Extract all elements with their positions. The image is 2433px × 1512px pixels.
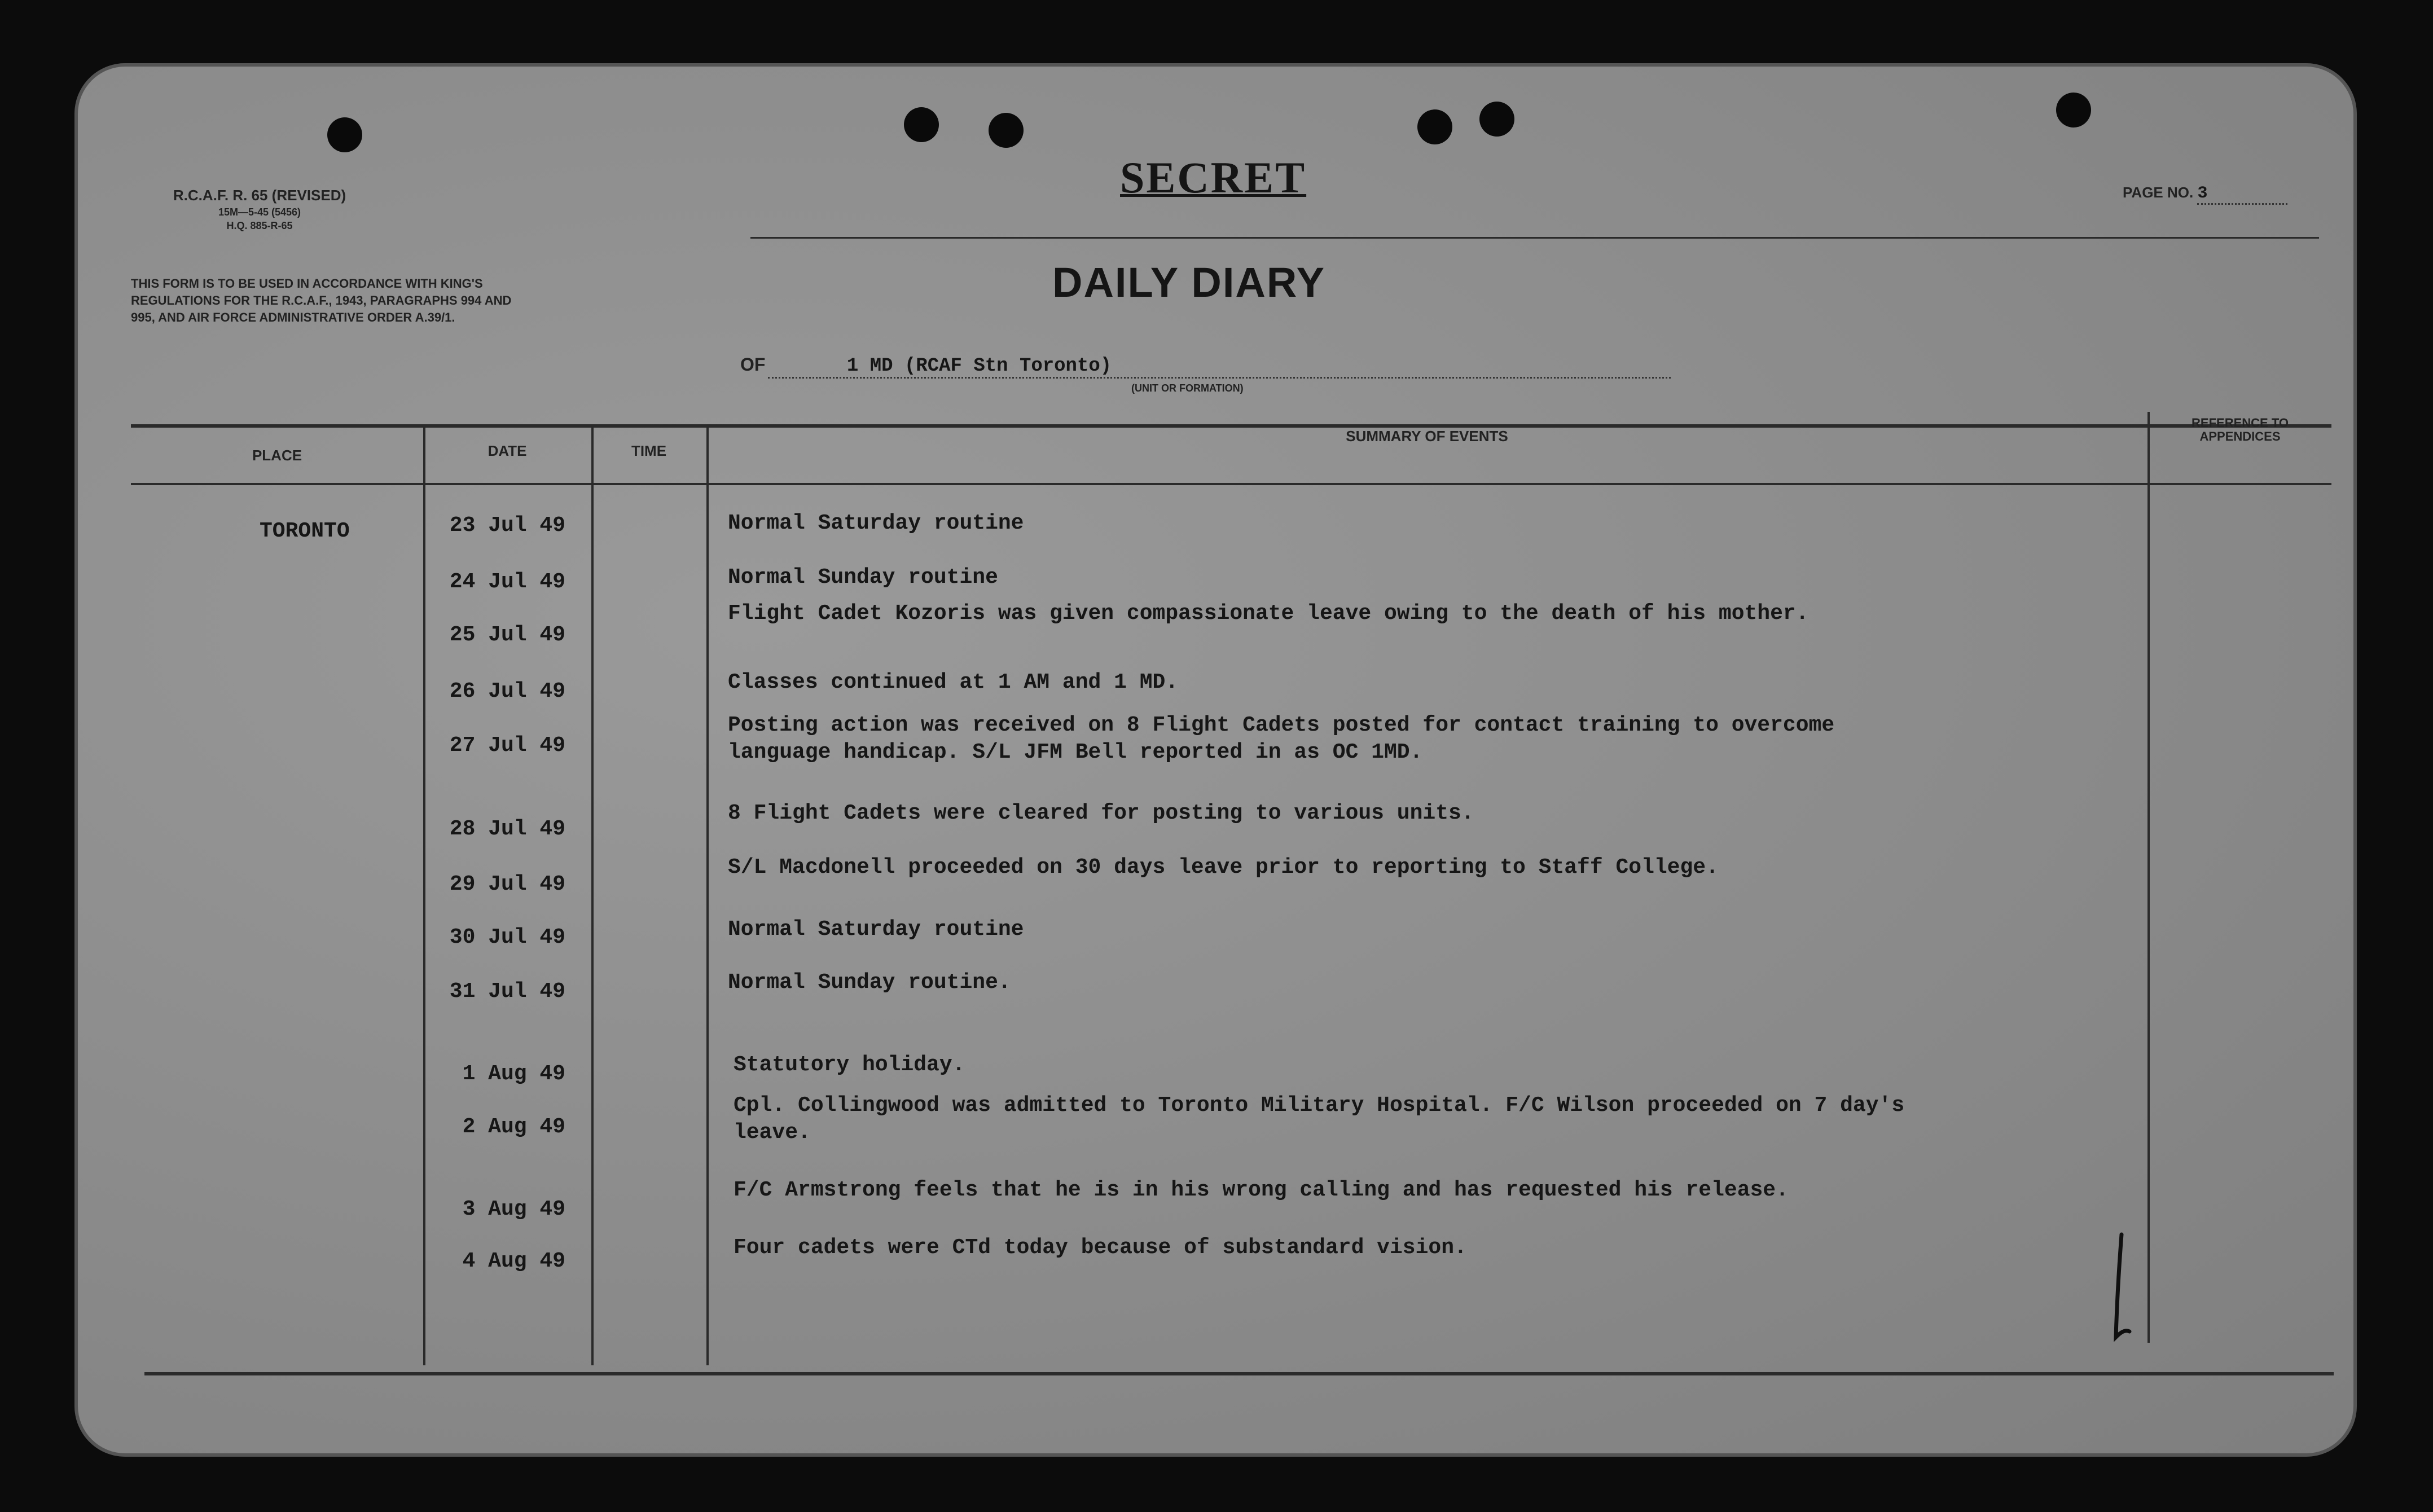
entry-summary: Four cadets were CTd today because of substandard vision. bbox=[734, 1236, 1467, 1260]
column-divider bbox=[2147, 412, 2150, 1343]
regulation-notice: THIS FORM IS TO BE USED IN ACCORDANCE WITH KING'S REGULATIONS FOR THE R.C.A.F., 1943, PARAGRAPHS 994 AND 995, AND AIR FORCE ADMINISTRATIVE ORDER A.39/1. bbox=[131, 276, 512, 324]
column-header-time: TIME bbox=[631, 442, 667, 459]
entry-summary: Posting action was received on 8 Flight Cadets posted for contact training to overcome language handicap. S/L JFM Bell reported in as OC 1MD. bbox=[728, 713, 1835, 764]
form-number: R.C.A.F. R. 65 (REVISED) bbox=[173, 187, 346, 204]
unit-caption: (UNIT OR FORMATION) bbox=[1131, 383, 1244, 394]
entry-date: 27 Jul 49 bbox=[449, 733, 565, 758]
column-header-date: DATE bbox=[488, 442, 527, 459]
header-divider bbox=[750, 237, 2319, 239]
column-header-place: PLACE bbox=[252, 447, 302, 464]
entry-date: 4 Aug 49 bbox=[462, 1249, 565, 1273]
page-number-value: 3 bbox=[2197, 184, 2287, 205]
entry-summary: Flight Cadet Kozoris was given compassionate leave owing to the death of his mother. bbox=[728, 601, 1809, 626]
table-header-line bbox=[131, 483, 2331, 485]
entry-summary: Normal Sunday routine bbox=[728, 565, 998, 590]
punch-hole bbox=[1417, 109, 1452, 144]
punch-hole bbox=[989, 113, 1024, 148]
entry-date: 29 Jul 49 bbox=[449, 872, 565, 896]
column-divider bbox=[706, 424, 709, 1365]
entry-date: 2 Aug 49 bbox=[462, 1115, 565, 1139]
entry-summary: F/C Armstrong feels that he is in his wrong calling and has requested his release. bbox=[734, 1178, 1789, 1202]
unit-line bbox=[740, 354, 1694, 379]
table-bottom-line bbox=[144, 1372, 2334, 1375]
entry-summary: Normal Saturday routine bbox=[728, 511, 1024, 535]
unit-name: 1 MD (RCAF Stn Toronto) bbox=[768, 355, 1671, 379]
entry-summary: Statutory holiday. bbox=[734, 1053, 965, 1077]
entry-summary: S/L Macdonell proceeded on 30 days leave prior to reporting to Staff College. bbox=[728, 855, 1719, 880]
handwritten-initial-mark bbox=[2105, 1230, 2138, 1348]
entry-date: 3 Aug 49 bbox=[462, 1197, 565, 1221]
entry-summary: Normal Sunday routine. bbox=[728, 970, 1011, 995]
column-header-summary: SUMMARY OF EVENTS bbox=[1346, 428, 1508, 445]
punch-hole bbox=[904, 107, 939, 142]
form-hq-code: H.Q. 885-R-65 bbox=[226, 220, 293, 231]
punch-hole bbox=[1479, 102, 1514, 137]
column-divider bbox=[591, 424, 594, 1365]
entry-summary: Normal Saturday routine bbox=[728, 917, 1024, 942]
entry-date: 25 Jul 49 bbox=[449, 623, 565, 647]
entry-date: 1 Aug 49 bbox=[462, 1062, 565, 1086]
entry-summary: Classes continued at 1 AM and 1 MD. bbox=[728, 670, 1179, 695]
punch-hole bbox=[327, 117, 362, 152]
column-header-reference: REFERENCE TO APPENDICES bbox=[2192, 416, 2289, 443]
entry-date: 28 Jul 49 bbox=[449, 817, 565, 841]
entry-date: 26 Jul 49 bbox=[449, 679, 565, 704]
entry-summary: 8 Flight Cadets were cleared for posting to various units. bbox=[728, 801, 1474, 825]
entry-date: 31 Jul 49 bbox=[449, 979, 565, 1004]
page-number-label: PAGE NO. bbox=[2123, 184, 2194, 201]
page-number-block bbox=[2123, 184, 2287, 205]
entry-date: 24 Jul 49 bbox=[449, 570, 565, 594]
form-number-block bbox=[135, 185, 384, 232]
unit-of-label: OF bbox=[740, 354, 766, 375]
punch-hole bbox=[2056, 93, 2091, 128]
security-classification: SECRET bbox=[1120, 153, 1307, 202]
entry-date: 30 Jul 49 bbox=[449, 925, 565, 950]
form-print-code: 15M—5-45 (5456) bbox=[218, 206, 301, 218]
entry-summary: Cpl. Collingwood was admitted to Toronto Military Hospital. F/C Wilson proceeded on 7 day's leave. bbox=[734, 1093, 1905, 1145]
place-value: TORONTO bbox=[260, 519, 350, 543]
entry-date: 23 Jul 49 bbox=[449, 513, 565, 538]
form-title: DAILY DIARY bbox=[1052, 259, 1325, 306]
